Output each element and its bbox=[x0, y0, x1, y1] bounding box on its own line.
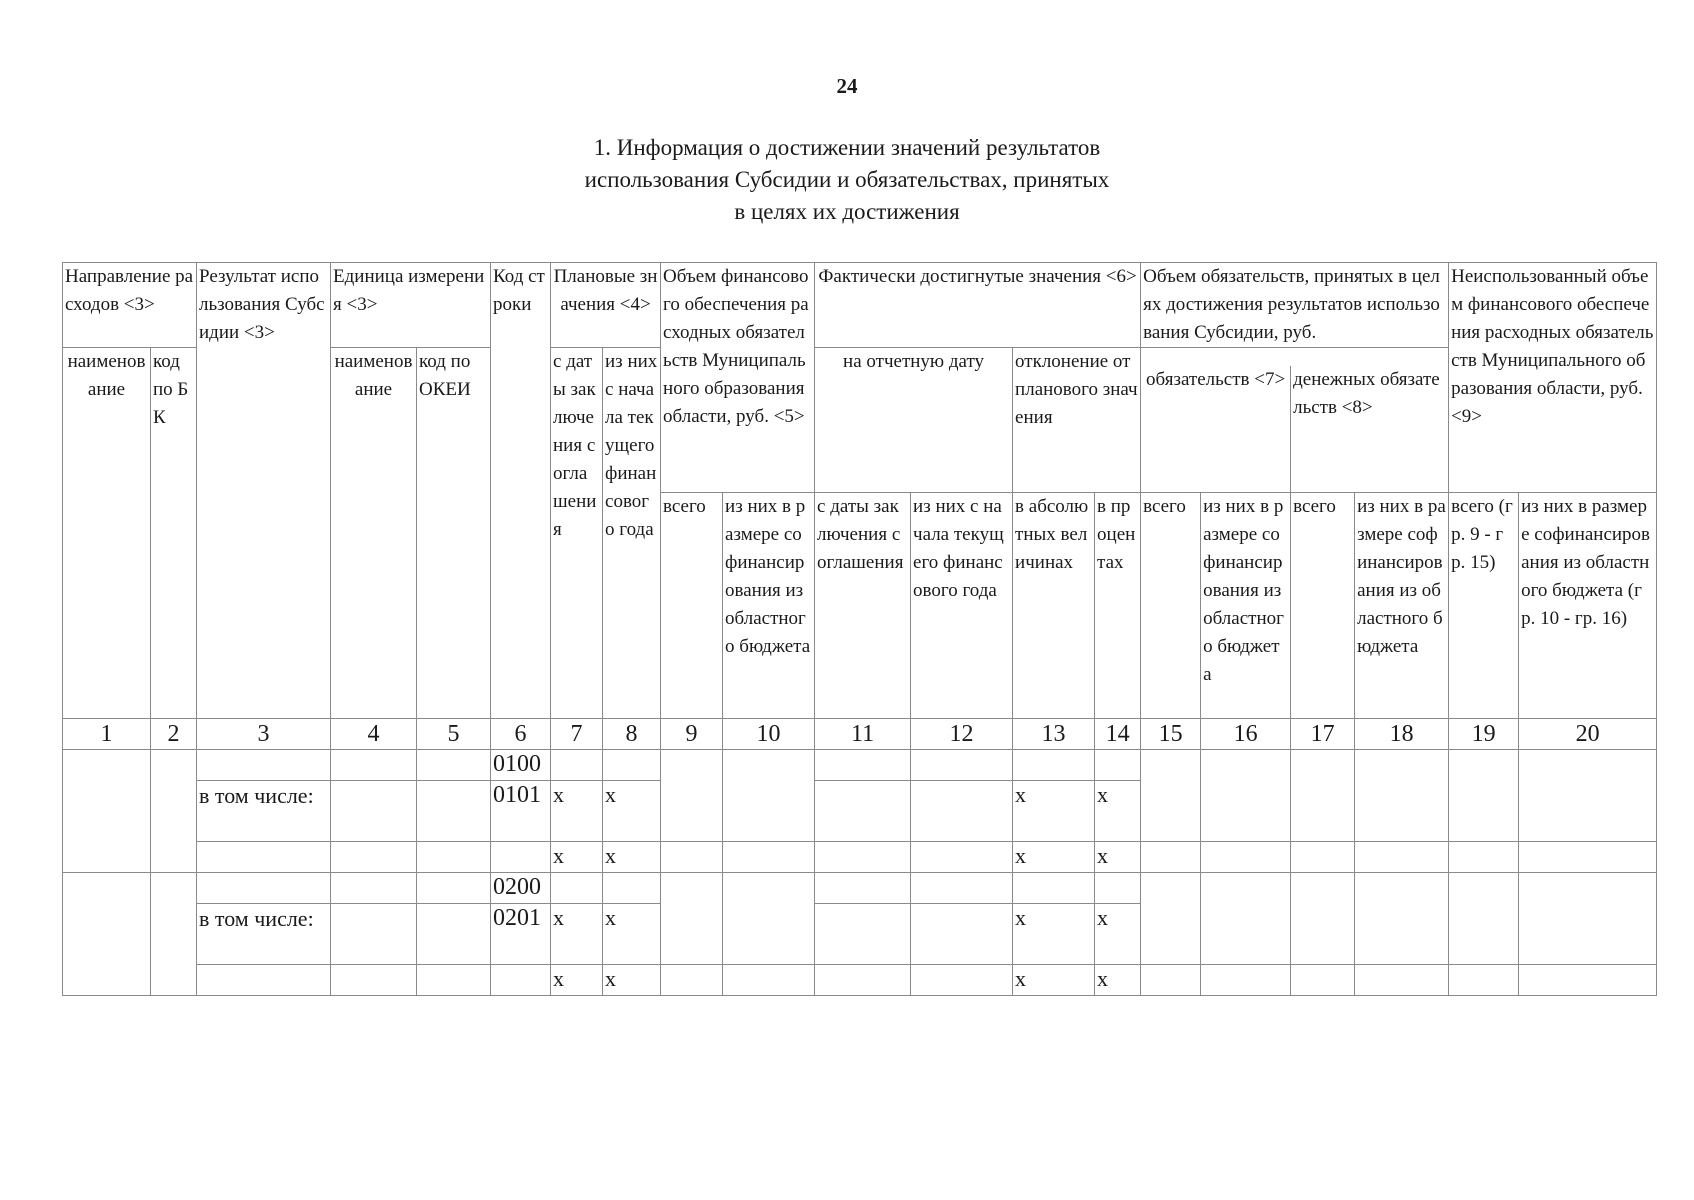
header-obligations-cofin: из них в размере софинансирования из областного бюджета bbox=[1201, 493, 1291, 719]
column-number: 13 bbox=[1013, 719, 1095, 750]
table-cell bbox=[723, 842, 815, 873]
table-cell bbox=[1449, 873, 1519, 965]
table-cell bbox=[63, 873, 151, 996]
header-plan-from-agreement: с даты заключения соглашения bbox=[551, 348, 603, 719]
including-label: в том числе: bbox=[197, 904, 331, 965]
header-obligations-spacer bbox=[1141, 348, 1449, 367]
column-number: 20 bbox=[1519, 719, 1657, 750]
table-cell bbox=[603, 873, 661, 904]
header-actual-from-year: из них с начала текущего финансового года bbox=[911, 493, 1013, 719]
table-cell bbox=[197, 842, 331, 873]
table-cell bbox=[723, 873, 815, 965]
header-obligations: Объем обязательств, принятых в целях достижения результатов использования Субсидии, руб. bbox=[1141, 263, 1449, 348]
x-mark: x bbox=[551, 965, 603, 996]
table-cell bbox=[491, 842, 551, 873]
column-number: 4 bbox=[331, 719, 417, 750]
table-cell bbox=[1355, 873, 1449, 965]
table-cell bbox=[1095, 750, 1141, 781]
table-cell bbox=[1141, 873, 1201, 965]
table-cell bbox=[1013, 750, 1095, 781]
table-cell bbox=[1291, 750, 1355, 842]
row-code: 0201 bbox=[491, 904, 551, 965]
column-number: 10 bbox=[723, 719, 815, 750]
table-cell bbox=[1141, 965, 1201, 996]
table-cell bbox=[417, 904, 491, 965]
table-cell bbox=[1519, 750, 1657, 842]
column-number: 8 bbox=[603, 719, 661, 750]
header-actual-from-agreement: с даты заключения соглашения bbox=[815, 493, 911, 719]
table-cell bbox=[603, 750, 661, 781]
header-volume: Объем финансового обеспечения расходных обязательств Муниципального образования области, руб. <5> bbox=[661, 263, 815, 493]
header-on-date: на отчетную дату bbox=[815, 348, 1013, 493]
table-cell bbox=[417, 873, 491, 904]
table-cell bbox=[661, 965, 723, 996]
table-row bbox=[63, 842, 1657, 873]
header-deviation-percent: в процентах bbox=[1095, 493, 1141, 719]
document-title bbox=[347, 132, 1347, 228]
header-volume-cofin: из них в размере софинансирования из областного бюджета bbox=[723, 493, 815, 719]
header-bk-code: код по БК bbox=[151, 348, 197, 719]
table-cell bbox=[1519, 965, 1657, 996]
x-mark: x bbox=[603, 965, 661, 996]
table-cell bbox=[1201, 965, 1291, 996]
header-obligations-total: всего bbox=[1141, 493, 1201, 719]
column-number: 12 bbox=[911, 719, 1013, 750]
column-number: 15 bbox=[1141, 719, 1201, 750]
table-cell bbox=[417, 842, 491, 873]
table-cell bbox=[911, 842, 1013, 873]
table-row bbox=[63, 965, 1657, 996]
header-unused-cofin: из них в размере софинансирования из областного бюджета (гр. 10 - гр. 16) bbox=[1519, 493, 1657, 719]
column-number: 6 bbox=[491, 719, 551, 750]
row-code: 0101 bbox=[491, 781, 551, 842]
header-unused-total: всего (гр. 9 - гр. 15) bbox=[1449, 493, 1519, 719]
table-cell bbox=[1201, 873, 1291, 965]
x-mark: x bbox=[551, 904, 603, 965]
table-cell bbox=[1519, 873, 1657, 965]
table-row bbox=[63, 873, 1657, 904]
table-cell bbox=[815, 781, 911, 842]
header-money-cofin: из них в размере софинансирования из областного бюджета bbox=[1355, 493, 1449, 719]
x-mark: x bbox=[603, 781, 661, 842]
column-number: 11 bbox=[815, 719, 911, 750]
table-cell bbox=[911, 965, 1013, 996]
table-cell bbox=[197, 750, 331, 781]
x-mark: x bbox=[1013, 781, 1095, 842]
x-mark: x bbox=[551, 781, 603, 842]
report-table bbox=[62, 262, 1657, 996]
table-cell bbox=[723, 965, 815, 996]
table-cell bbox=[1013, 873, 1095, 904]
table-cell bbox=[815, 750, 911, 781]
table-cell bbox=[331, 904, 417, 965]
column-number: 14 bbox=[1095, 719, 1141, 750]
x-mark: x bbox=[551, 842, 603, 873]
title-line: использования Субсидии и обязательствах, принятых bbox=[584, 167, 1110, 192]
row-code: 0100 bbox=[491, 750, 551, 781]
table-cell bbox=[151, 873, 197, 996]
table-cell bbox=[911, 904, 1013, 965]
table-cell bbox=[1291, 842, 1355, 873]
table-cell bbox=[63, 750, 151, 873]
column-number: 9 bbox=[661, 719, 723, 750]
table-cell bbox=[661, 873, 723, 965]
x-mark: x bbox=[1095, 904, 1141, 965]
column-number: 19 bbox=[1449, 719, 1519, 750]
table-cell bbox=[417, 750, 491, 781]
header-volume-total: всего bbox=[661, 493, 723, 719]
column-number: 5 bbox=[417, 719, 491, 750]
table-cell bbox=[1519, 842, 1657, 873]
table-cell bbox=[1449, 842, 1519, 873]
column-number: 17 bbox=[1291, 719, 1355, 750]
table-cell bbox=[1201, 750, 1291, 842]
header-code: Код строки bbox=[491, 263, 551, 719]
table-cell bbox=[1201, 842, 1291, 873]
x-mark: x bbox=[603, 904, 661, 965]
table-cell bbox=[723, 750, 815, 842]
header-money-total: всего bbox=[1291, 493, 1355, 719]
header-unit-name: наименование bbox=[331, 348, 417, 719]
table-cell bbox=[1355, 965, 1449, 996]
table-cell bbox=[815, 842, 911, 873]
header-direction: Направление расходов <3> bbox=[63, 263, 197, 348]
header-money-obligations: денежных обязательств <8> bbox=[1291, 366, 1449, 493]
table-cell bbox=[331, 781, 417, 842]
x-mark: x bbox=[1095, 965, 1141, 996]
table-cell bbox=[1449, 965, 1519, 996]
column-number-row bbox=[63, 719, 1657, 750]
table-cell bbox=[491, 965, 551, 996]
table-cell bbox=[1355, 842, 1449, 873]
x-mark: x bbox=[603, 842, 661, 873]
table-cell bbox=[911, 781, 1013, 842]
x-mark: x bbox=[1013, 965, 1095, 996]
column-number: 3 bbox=[197, 719, 331, 750]
x-mark: x bbox=[1013, 842, 1095, 873]
table-cell bbox=[1291, 965, 1355, 996]
table-cell bbox=[911, 873, 1013, 904]
table-cell bbox=[331, 750, 417, 781]
title-line: 1. Информация о достижении значений результатов bbox=[593, 135, 1101, 160]
table-cell bbox=[1095, 873, 1141, 904]
header-deviation-absolute: в абсолютных величинах bbox=[1013, 493, 1095, 719]
table-cell bbox=[151, 750, 197, 873]
header-plan-from-year: из них с начала текущего финансового года bbox=[603, 348, 661, 719]
table-cell bbox=[331, 965, 417, 996]
table-cell bbox=[417, 965, 491, 996]
header-direction-name: наименование bbox=[63, 348, 151, 719]
column-number: 18 bbox=[1355, 719, 1449, 750]
page-number: 24 bbox=[836, 74, 858, 98]
column-number: 16 bbox=[1201, 719, 1291, 750]
table-cell bbox=[1141, 842, 1201, 873]
table-cell bbox=[815, 904, 911, 965]
header-unused: Неиспользованный объем финансового обеспечения расходных обязательств Муниципального образования области, руб. <9> bbox=[1449, 263, 1657, 493]
table-cell bbox=[815, 965, 911, 996]
table-cell bbox=[197, 873, 331, 904]
x-mark: x bbox=[1095, 842, 1141, 873]
row-code: 0200 bbox=[491, 873, 551, 904]
header-row-1 bbox=[63, 263, 1657, 348]
header-deviation: отклонение от планового значения bbox=[1013, 348, 1141, 493]
table-cell bbox=[1449, 750, 1519, 842]
table-cell bbox=[661, 842, 723, 873]
table-cell bbox=[551, 873, 603, 904]
table-cell bbox=[1355, 750, 1449, 842]
header-unit: Единица измерения <3> bbox=[331, 263, 491, 348]
table-cell bbox=[331, 842, 417, 873]
header-actual: Фактически достигнутые значения <6> bbox=[815, 263, 1141, 348]
header-obligations-sub: обязательств <7> bbox=[1141, 366, 1291, 493]
table-cell bbox=[417, 781, 491, 842]
header-okei-code: код по ОКЕИ bbox=[417, 348, 491, 719]
table-cell bbox=[197, 965, 331, 996]
including-label: в том числе: bbox=[197, 781, 331, 842]
column-number: 2 bbox=[151, 719, 197, 750]
column-number: 1 bbox=[63, 719, 151, 750]
header-plan: Плановые значения <4> bbox=[551, 263, 661, 348]
column-number: 7 bbox=[551, 719, 603, 750]
table-cell bbox=[1141, 750, 1201, 842]
table-cell bbox=[1291, 873, 1355, 965]
table-cell bbox=[551, 750, 603, 781]
table-cell bbox=[661, 750, 723, 842]
title-line: в целях их достижения bbox=[734, 199, 960, 224]
table-cell bbox=[331, 873, 417, 904]
table-row bbox=[63, 750, 1657, 781]
table-cell bbox=[815, 873, 911, 904]
x-mark: x bbox=[1095, 781, 1141, 842]
header-result: Результат использования Субсидии <3> bbox=[197, 263, 331, 719]
x-mark: x bbox=[1013, 904, 1095, 965]
table-cell bbox=[911, 750, 1013, 781]
